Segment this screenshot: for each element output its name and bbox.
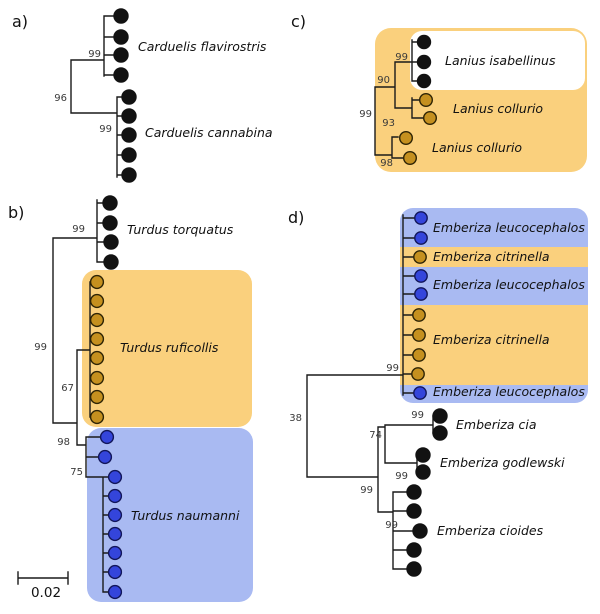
- sample-dots-emberiza-cia: [433, 409, 447, 440]
- taxon-label-carduelis-cannabina: Carduelis cannabina: [145, 125, 273, 140]
- support-value-flavirostris: 99: [88, 49, 101, 60]
- support-value-c-root: 99: [359, 109, 372, 120]
- support-value-isabellinus: 99: [395, 52, 408, 63]
- scale-bar-label: 0.02: [30, 585, 62, 601]
- support-value-b-stem: 99: [34, 342, 47, 353]
- taxon-label-lanius-isabellinus: Lanius isabellinus: [445, 53, 556, 68]
- sample-dots-carduelis-flavirostris: [114, 9, 128, 82]
- taxon-label-lanius-collurio-1: Lanius collurio: [453, 101, 544, 116]
- support-value-c-node90: 90: [377, 75, 390, 86]
- support-value-naumanni: 75: [70, 467, 83, 478]
- support-value-buntings: 99: [360, 485, 373, 496]
- band-label-emberiza-leucocephalos-1: Emberiza leucocephalos: [433, 220, 585, 235]
- support-value-cia: 99: [411, 410, 424, 421]
- taxon-label-turdus-torquatus: Turdus torquatus: [127, 222, 234, 237]
- support-value-torquatus: 99: [72, 224, 85, 235]
- taxon-label-emberiza-godlewski: Emberiza godlewski: [440, 455, 565, 470]
- taxon-label-turdus-ruficollis: Turdus ruficollis: [120, 340, 219, 355]
- taxon-label-carduelis-flavirostris: Carduelis flavirostris: [138, 39, 267, 54]
- band-label-emberiza-leucocephalos-2: Emberiza leucocephalos: [433, 277, 585, 292]
- support-value-b-split: 98: [57, 437, 70, 448]
- taxon-label-turdus-naumanni: Turdus naumanni: [131, 508, 240, 523]
- sample-dots-emberiza-leucocephalos-3: [414, 387, 426, 399]
- support-value-ruficollis-inner: 67: [61, 383, 74, 394]
- support-value-a-root: 96: [54, 93, 67, 104]
- support-value-d-root: 38: [289, 413, 302, 424]
- panel-b-letter: b): [8, 203, 25, 222]
- clade-band-stack-emberiza: [400, 208, 588, 403]
- panel-a-letter: a): [12, 12, 29, 31]
- band-label-emberiza-citrinella-2: Emberiza citrinella: [433, 332, 550, 347]
- band-label-emberiza-citrinella-1: Emberiza citrinella: [433, 249, 550, 264]
- taxon-label-lanius-collurio-2: Lanius collurio: [432, 140, 523, 155]
- taxon-label-emberiza-cia: Emberiza cia: [456, 417, 537, 432]
- sample-dots-turdus-torquatus: [103, 196, 118, 269]
- support-value-collurio-1: 93: [382, 118, 395, 129]
- sample-dots-lanius-isabellinus: [418, 36, 431, 88]
- sample-dots-emberiza-godlewski: [416, 448, 430, 479]
- support-value-cia-godlewski: 74: [369, 430, 382, 441]
- band-label-emberiza-leucocephalos-3: Emberiza leucocephalos: [433, 384, 585, 399]
- support-value-godlewski: 99: [395, 471, 408, 482]
- taxon-label-emberiza-cioides: Emberiza cioides: [437, 523, 544, 538]
- support-value-cannabina: 99: [99, 124, 112, 135]
- support-value-cioides: 99: [385, 520, 398, 531]
- sample-dots-carduelis-cannabina: [122, 90, 136, 182]
- scale-bar: [18, 572, 68, 584]
- support-value-collurio-2: 98: [380, 158, 393, 169]
- sample-dots-emberiza-citrinella-1: [414, 251, 426, 263]
- panel-d-letter: d): [288, 208, 305, 227]
- support-value-d-crown: 99: [386, 363, 399, 374]
- panel-c-letter: c): [291, 12, 307, 31]
